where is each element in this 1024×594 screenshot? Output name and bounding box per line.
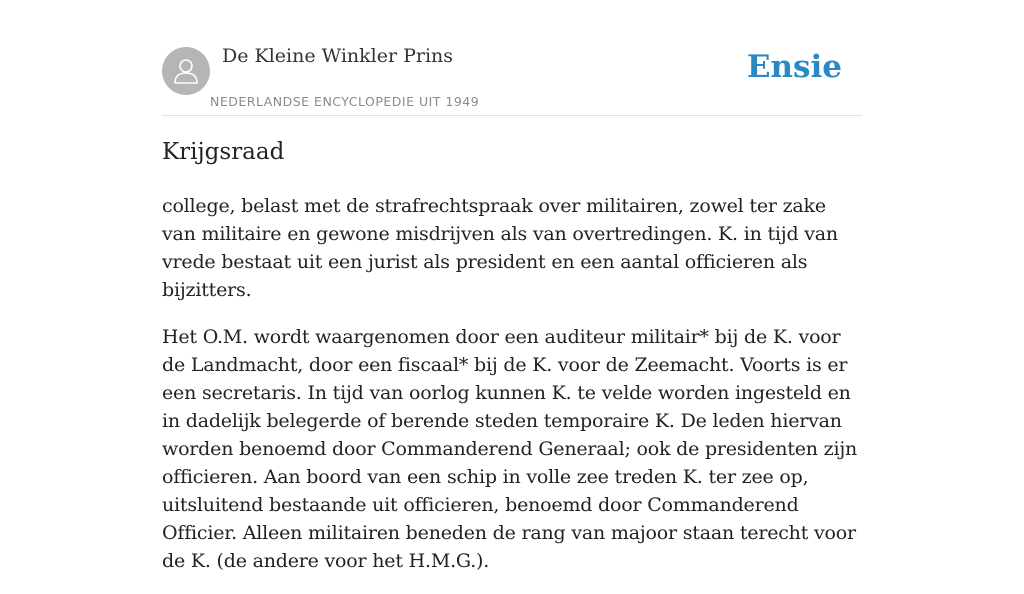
header-divider: [162, 115, 862, 116]
page: [162, 0, 862, 572]
book-subtitle: NEDERLANDSE ENCYCLOPEDIE UIT 1949: [210, 94, 480, 109]
entry-title: Krijgsraad: [162, 139, 285, 165]
entry-paragraph: Het O.M. wordt waargenomen door een auditeur militair* bij de K. voor de Landmacht, door een fiscaal* bij de K. voor de Zeemacht. Voorts is er een secretaris. In tijd van oorlog kunnen K. te velde worden ingesteld en in dadelijk belegerde of berende steden temporaire K. De leden hiervan worden benoemd door Commanderend Generaal; ook de presidenten zijn officieren. Aan boord van een schip in volle zee treden K. ter zee op, uitsluitend bestaande uit officieren, benoemd door Commanderend Officier. Alleen militairen beneden de rang van majoor staan terecht voor de K. (de andere voor het H.M.G.).: [162, 326, 858, 572]
entry-body: [162, 192, 864, 594]
user-icon: [171, 56, 201, 86]
entry-paragraph: college, belast met de strafrechtspraak over militairen, zowel ter zake van militaire en gewone misdrijven als van overtredingen. K. in tijd van vrede bestaat uit een jurist als president en een aantal officieren als bijzitters.: [162, 195, 838, 301]
book-title[interactable]: De Kleine Winkler Prins: [222, 45, 454, 67]
avatar[interactable]: [162, 47, 210, 95]
ensie-logo[interactable]: Ensie: [746, 49, 842, 85]
